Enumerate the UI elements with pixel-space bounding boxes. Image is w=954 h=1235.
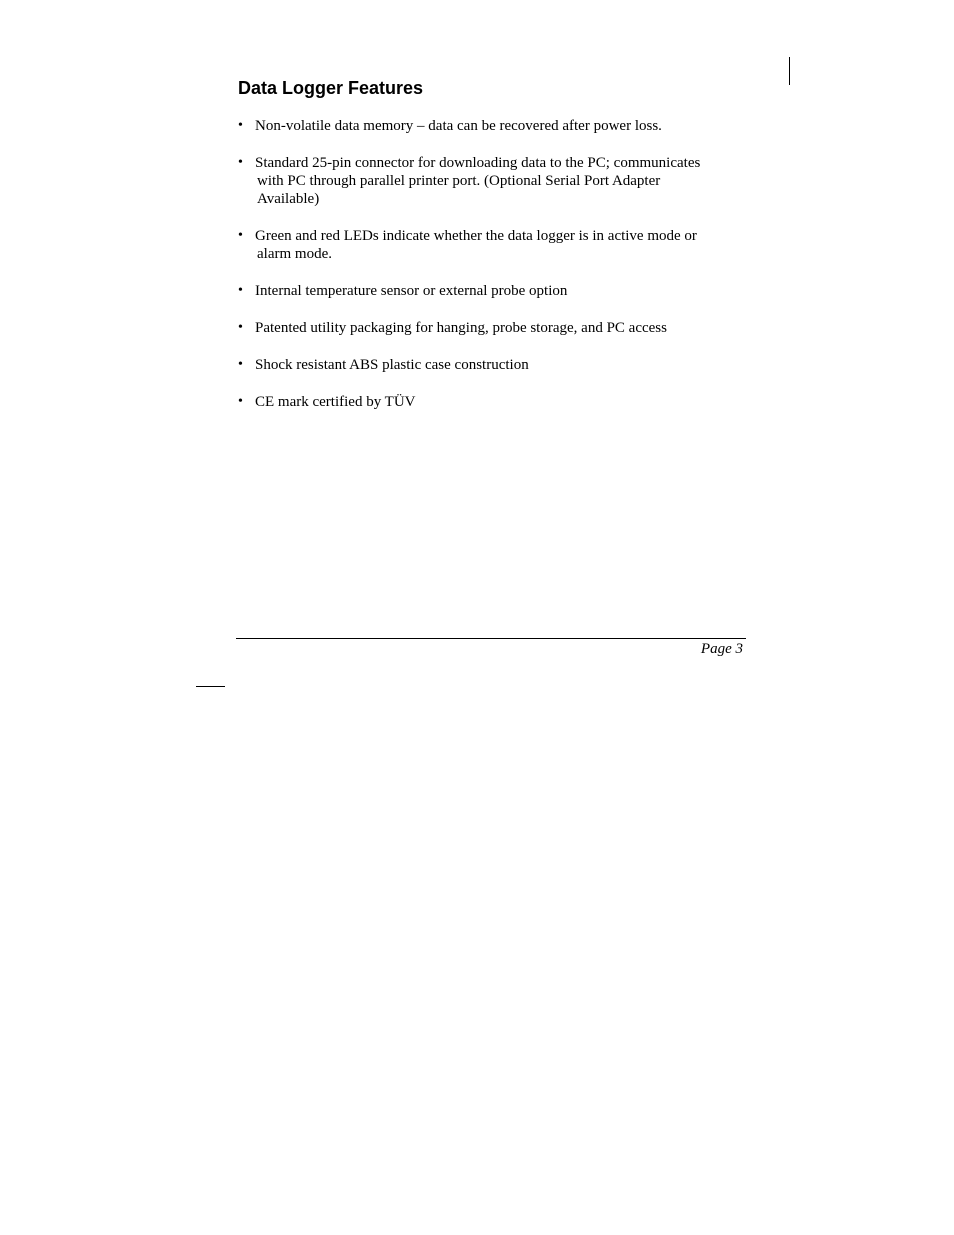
feature-text	[255, 227, 728, 263]
feature-text	[255, 117, 728, 135]
bullet-icon: •	[238, 118, 243, 133]
feature-text	[255, 282, 728, 300]
bullet-icon: •	[238, 357, 243, 372]
feature-text	[255, 393, 728, 411]
feature-item-packaging	[238, 319, 728, 337]
feature-line: Internal temperature sensor or external probe option	[255, 283, 568, 299]
bullet-icon: •	[238, 320, 243, 335]
bullet-icon: •	[238, 155, 243, 170]
feature-line: Shock resistant ABS plastic case construction	[255, 357, 529, 373]
feature-line: Non-volatile data memory – data can be recovered after power loss.	[255, 118, 662, 134]
feature-item-memory	[238, 117, 728, 135]
feature-line: Green and red LEDs indicate whether the data logger is in active mode or	[255, 228, 697, 244]
feature-item-ce-mark	[238, 393, 728, 411]
feature-line: alarm mode.	[257, 246, 332, 262]
feature-item-connector	[238, 154, 728, 208]
feature-line: with PC through parallel printer port. (Optional Serial Port Adapter	[257, 173, 661, 189]
feature-text	[255, 356, 728, 374]
feature-list	[238, 117, 728, 430]
section-heading: Data Logger Features	[238, 78, 424, 98]
feature-item-leds	[238, 227, 728, 263]
feature-text	[255, 154, 728, 208]
bullet-icon: •	[238, 394, 243, 409]
feature-line: CE mark certified by TÜV	[255, 394, 416, 410]
bullet-icon: •	[238, 283, 243, 298]
crop-mark-top-right	[789, 57, 790, 85]
page-number: Page 3	[700, 641, 743, 657]
feature-line: Available)	[257, 191, 320, 207]
feature-line: Patented utility packaging for hanging, probe storage, and PC access	[255, 320, 667, 336]
feature-item-sensor	[238, 282, 728, 300]
feature-item-case	[238, 356, 728, 374]
crop-mark-bottom-left	[196, 686, 225, 687]
bullet-icon: •	[238, 228, 243, 243]
feature-text	[255, 319, 728, 337]
feature-line: Standard 25-pin connector for downloading data to the PC; communicates	[255, 155, 701, 171]
footer-rule	[236, 638, 746, 639]
